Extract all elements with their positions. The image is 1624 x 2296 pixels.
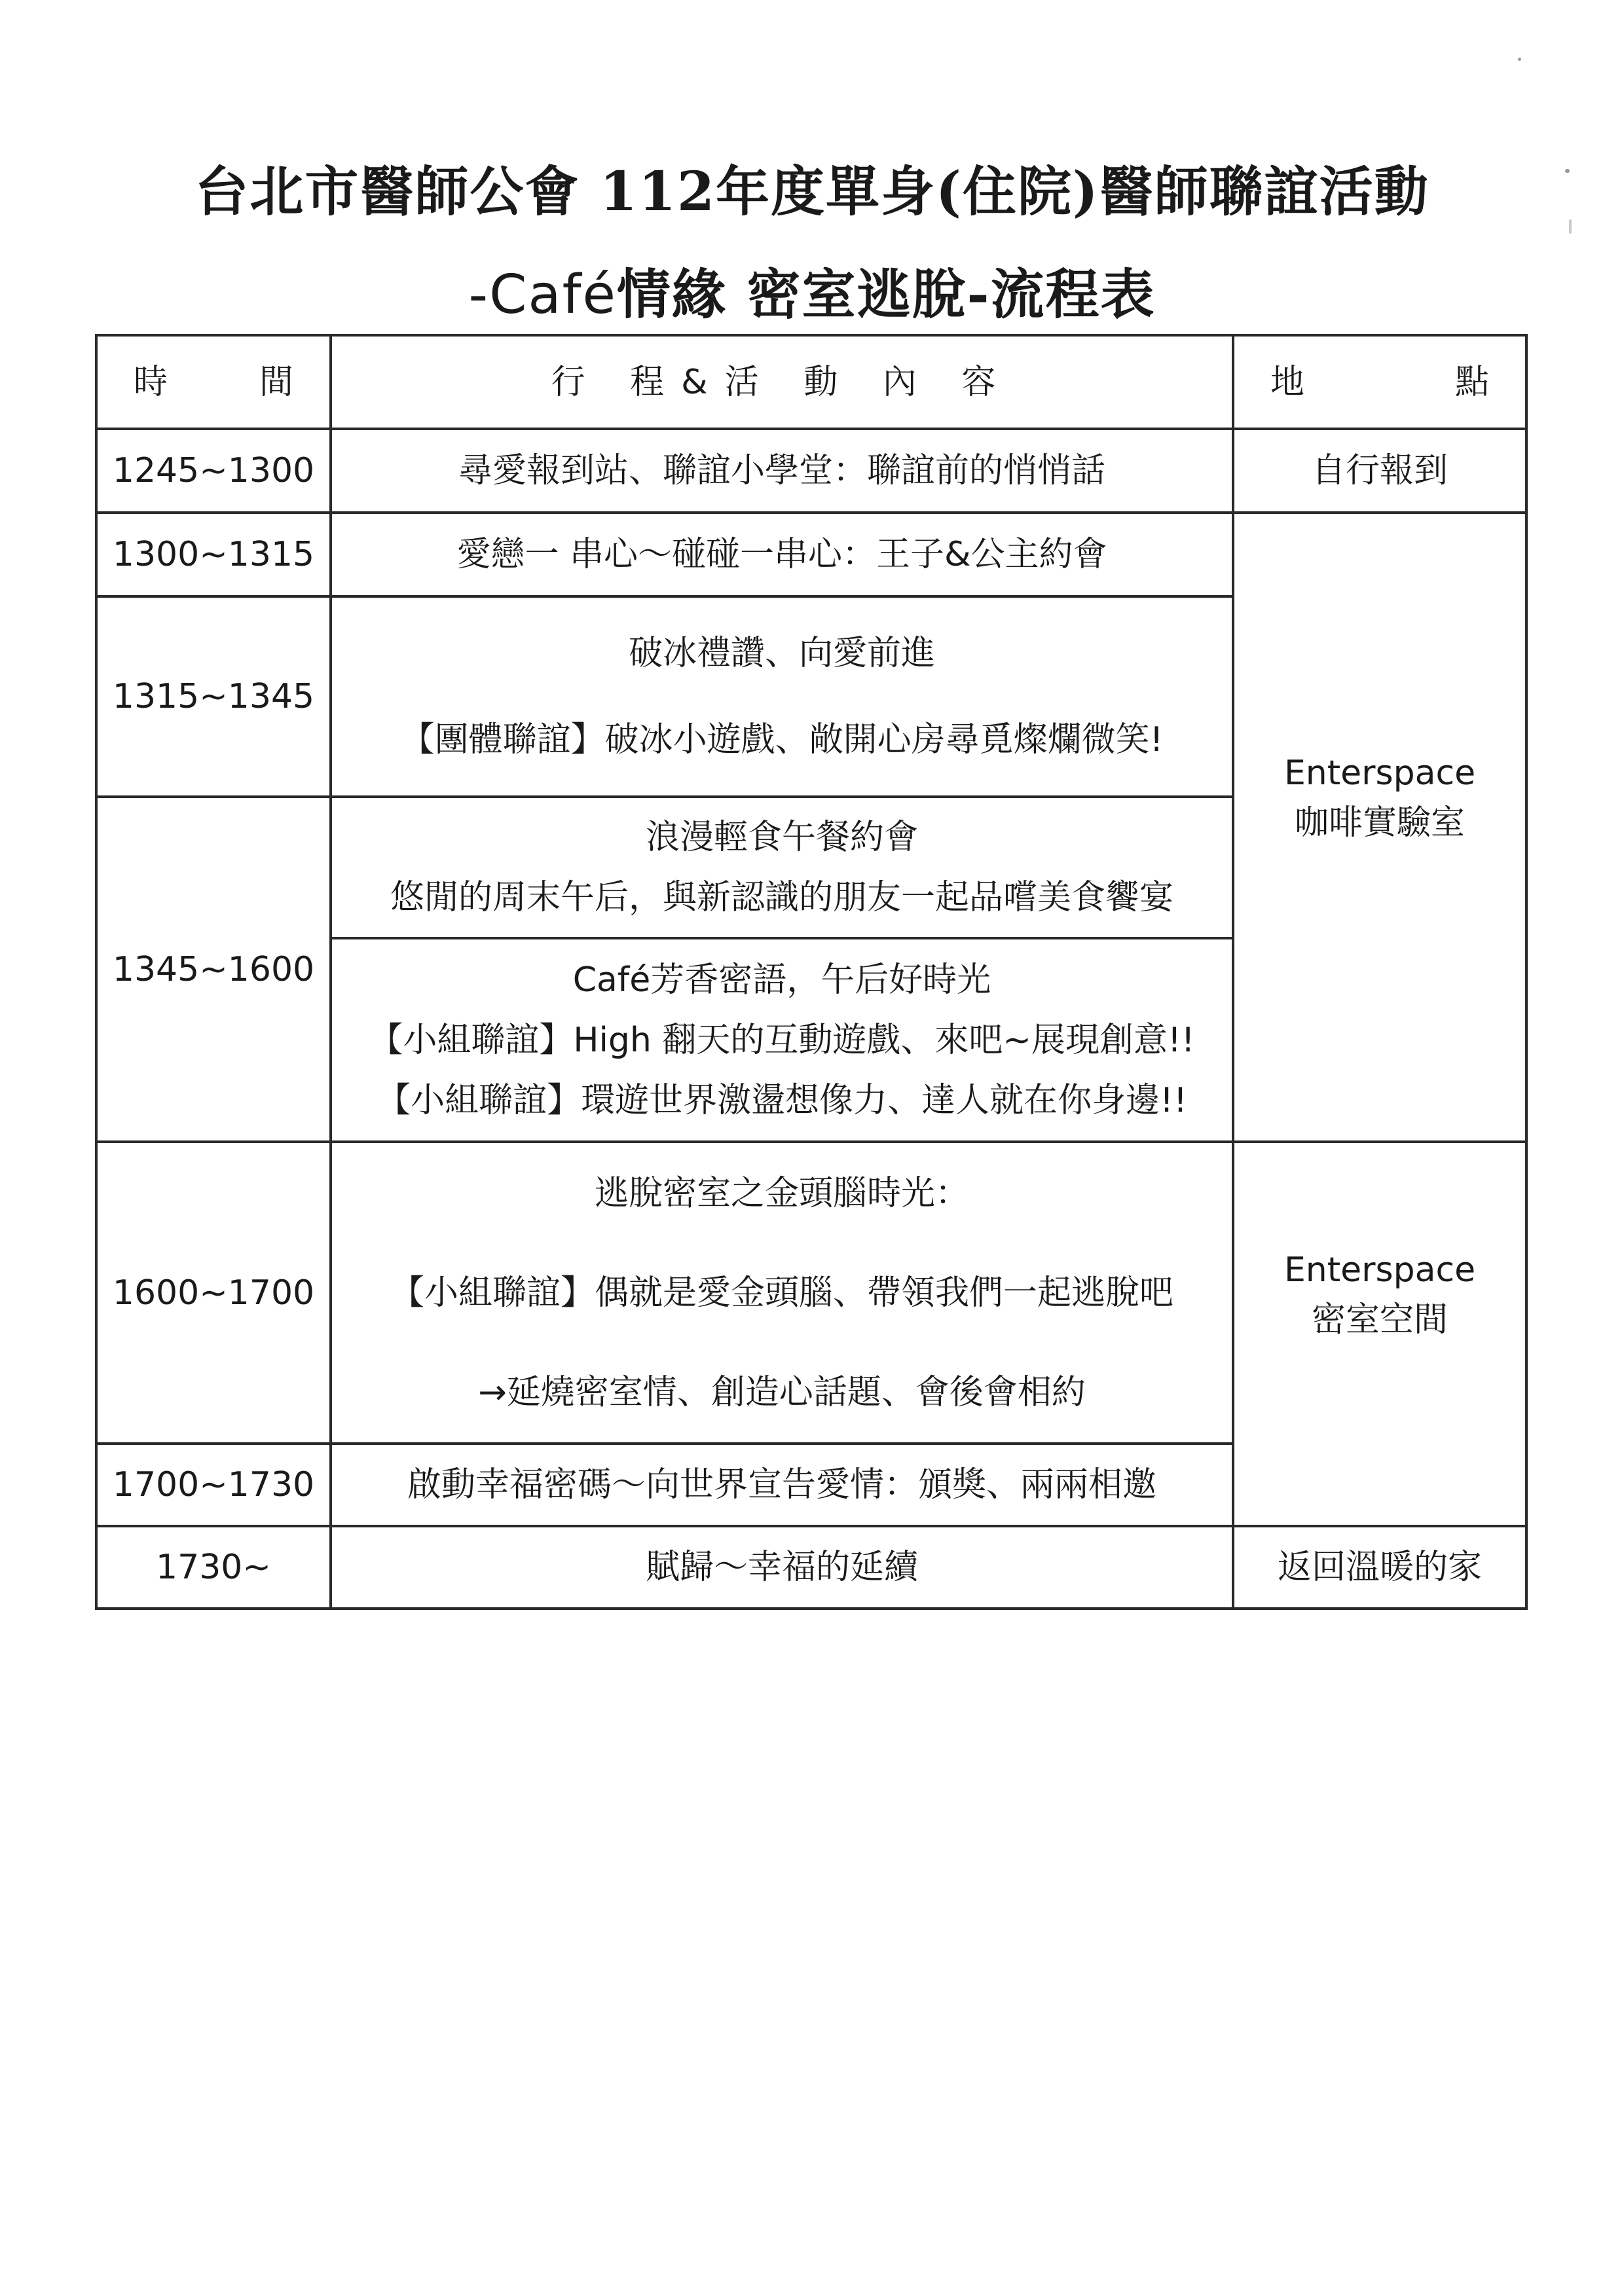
activity-line: 【小組聯誼】High 翻天的互動遊戲、來吧~展現創意!!	[369, 1020, 1195, 1060]
time-cell: 1315~1345	[96, 596, 331, 797]
header-activity-label: 行 程&活 動 內 容	[551, 362, 1013, 402]
header-location-char-2: 點	[1454, 362, 1489, 402]
activity-line: →延燒密室情、創造心話題、會後會相約	[478, 1372, 1086, 1412]
subtitle-cafe: -Café	[468, 264, 617, 326]
scan-speck	[1518, 58, 1521, 61]
activity-cell	[331, 938, 1233, 1142]
activity-line: 破冰禮讚、向愛前進	[628, 634, 935, 673]
time-cell: 1600~1700	[96, 1142, 331, 1444]
header-activity	[331, 335, 1233, 429]
header-time	[96, 335, 331, 429]
scan-speck	[1569, 219, 1572, 234]
time-cell: 1730~	[96, 1526, 331, 1609]
header-time-char-1: 時	[134, 362, 168, 402]
time-cell: 1345~1600	[96, 797, 331, 1142]
schedule-table	[95, 334, 1528, 1610]
activity-line: 【小組聯誼】環遊世界激盪想像力、達人就在你身邊!!	[377, 1080, 1187, 1120]
location-room: 咖啡實驗室	[1294, 803, 1465, 843]
document-title: 台北市醫師公會 112年度單身(住院)醫師聯誼活動	[194, 160, 1430, 223]
activity-line: 浪漫輕食午餐約會	[645, 818, 918, 857]
location-cell-cafe	[1233, 513, 1526, 1142]
location-cell: 自行報到	[1233, 429, 1526, 513]
activity-line: 【小組聯誼】偶就是愛金頭腦、帶領我們一起逃脫吧	[390, 1273, 1173, 1313]
header-location	[1233, 335, 1526, 429]
time-cell: 1300~1315	[96, 513, 331, 596]
time-cell: 1700~1730	[96, 1444, 331, 1526]
table-row	[96, 1526, 1526, 1609]
header-row	[96, 335, 1526, 429]
activity-line: Café芳香密語，午后好時光	[572, 960, 991, 1000]
activity-cell	[331, 596, 1233, 797]
table-row	[96, 513, 1526, 596]
table-row	[96, 429, 1526, 513]
activity-cell: 賦歸～幸福的延續	[331, 1526, 1233, 1609]
activity-cell: 啟動幸福密碼～向世界宣告愛情：頒獎、兩兩相邀	[331, 1444, 1233, 1526]
location-venue: Enterspace	[1283, 753, 1476, 793]
location-cell: 返回溫暖的家	[1233, 1526, 1526, 1609]
document-subtitle	[0, 252, 1624, 329]
activity-line: 逃脫密室之金頭腦時光：	[594, 1173, 969, 1213]
location-venue: Enterspace	[1283, 1250, 1476, 1290]
activity-cell: 尋愛報到站、聯誼小學堂：聯誼前的悄悄話	[331, 429, 1233, 513]
location-room: 密室空間	[1311, 1300, 1448, 1339]
location-cell-escape	[1233, 1142, 1526, 1526]
activity-line: 【團體聯誼】破冰小遊戲、敞開心房尋覓燦爛微笑!	[400, 720, 1164, 759]
activity-cell	[331, 797, 1233, 938]
subtitle-rest: 情緣 密室逃脫-流程表	[616, 263, 1156, 326]
table-row	[96, 1142, 1526, 1444]
time-cell: 1245~1300	[96, 429, 331, 513]
scan-speck	[1565, 169, 1570, 173]
activity-line: 悠閒的周末午后，與新認識的朋友一起品嚐美食饗宴	[390, 878, 1173, 917]
activity-cell	[331, 1142, 1233, 1444]
header-location-char-1: 地	[1270, 362, 1305, 402]
activity-cell: 愛戀一 串心～碰碰一串心：王子&公主約會	[331, 513, 1233, 596]
header-time-char-2: 間	[259, 362, 293, 402]
